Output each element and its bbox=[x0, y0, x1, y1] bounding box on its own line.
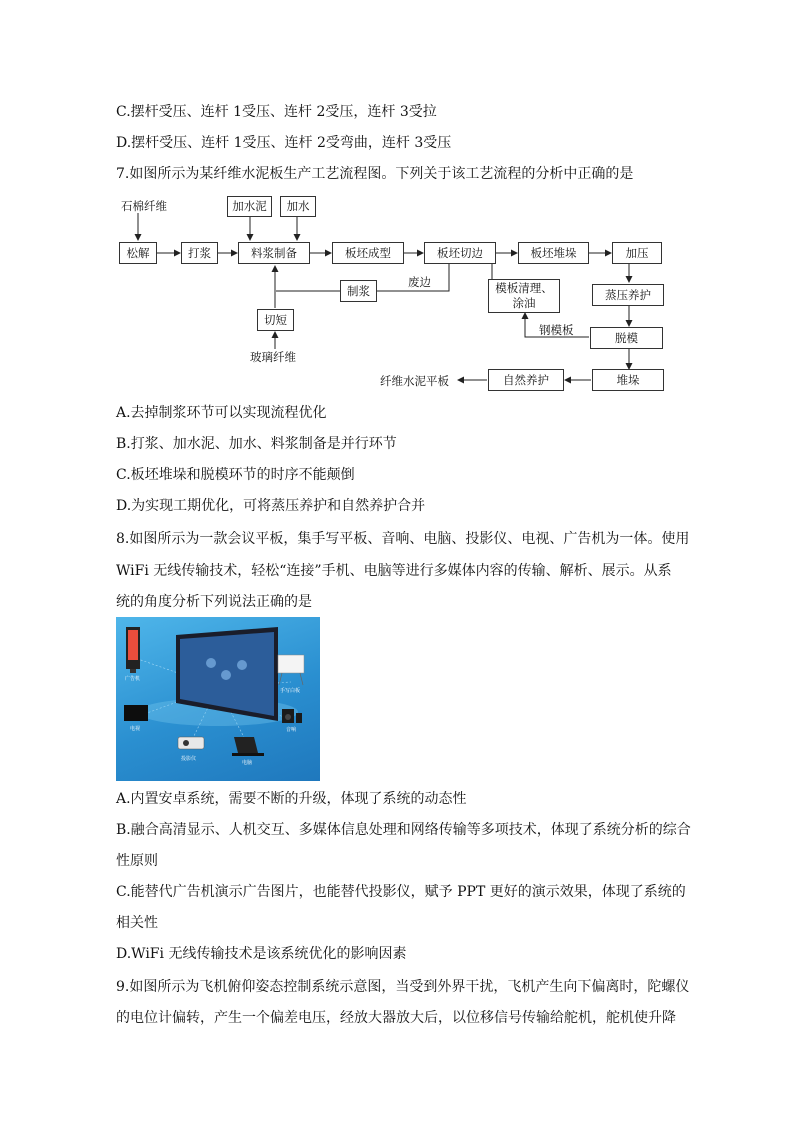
projector-label: 投影仪 bbox=[181, 756, 197, 762]
q8-option-b-line2: 性原则 bbox=[116, 853, 158, 869]
asbestos-fiber-label: 石棉纤维 bbox=[121, 199, 167, 213]
stacking-box: 板坯堆垛 bbox=[518, 242, 589, 264]
press-box: 加压 bbox=[612, 242, 662, 264]
pulping-box: 制浆 bbox=[340, 280, 377, 302]
q6-option-c: C.摆杆受压、连杆 1受压、连杆 2受压，连杆 3受拉 bbox=[116, 104, 437, 120]
glass-fiber-label: 玻璃纤维 bbox=[250, 350, 296, 364]
forming-box: 板坯成型 bbox=[332, 242, 404, 264]
q7-option-a: A.去掉制浆环节可以实现流程优化 bbox=[116, 405, 327, 421]
beat-box: 打浆 bbox=[181, 242, 218, 264]
loosen-box: 松解 bbox=[119, 242, 157, 264]
add-water-box: 加水 bbox=[280, 196, 316, 217]
cutting-box: 板坯切边 bbox=[424, 242, 496, 264]
q8-option-b-line1: B.融合高清显示、人机交互、多媒体信息处理和网络传输等多项技术，体现了系统分析的综合 bbox=[116, 822, 691, 838]
add-cement-box: 加水泥 bbox=[227, 196, 272, 217]
q9-stem-line1: 9.如图所示为飞机俯仰姿态控制系统示意图，当受到外界干扰，飞机产生向下偏离时，陀螺仪 bbox=[116, 979, 690, 995]
whiteboard-label: 手写白板 bbox=[280, 688, 301, 694]
speaker-label: 音响 bbox=[286, 727, 297, 733]
scrap-label: 废边 bbox=[408, 275, 431, 289]
template-clean-box: 模板清理、涂油 bbox=[488, 279, 560, 313]
q6-option-d: D.摆杆受压、连杆 1受压、连杆 2受弯曲，连杆 3受压 bbox=[116, 135, 452, 151]
conference-panel-illustration bbox=[116, 617, 320, 781]
slurry-prep-box: 料浆制备 bbox=[238, 242, 310, 264]
q8-option-c-line2: 相关性 bbox=[116, 915, 158, 931]
steam-cure-box: 蒸压养护 bbox=[592, 284, 664, 306]
natural-cure-box: 自然养护 bbox=[488, 369, 564, 391]
tv-label: 电视 bbox=[130, 726, 141, 732]
q8-stem-line3: 统的角度分析下列说法正确的是 bbox=[116, 594, 312, 610]
pile-box: 堆垛 bbox=[592, 369, 664, 391]
q8-option-d: D.WiFi 无线传输技术是该系统优化的影响因素 bbox=[116, 946, 407, 962]
chop-box: 切短 bbox=[257, 309, 294, 331]
ad-machine-label: 广告机 bbox=[125, 676, 141, 682]
q7-option-c: C.板坯堆垛和脱模环节的时序不能颠倒 bbox=[116, 467, 355, 483]
q8-stem-line1: 8.如图所示为一款会议平板，集手写平板、音响、电脑、投影仪、电视、广告机为一体。使用 bbox=[116, 531, 690, 547]
q9-stem-line2: 的电位计偏转，产生一个偏差电压，经放大器放大后，以位移信号传输给舵机，舵机使升降 bbox=[116, 1010, 676, 1026]
q8-option-c-line1: C.能替代广告机演示广告图片，也能替代投影仪，赋予 PPT 更好的演示效果，体现了系统的 bbox=[116, 884, 686, 900]
q7-stem: 7.如图所示为某纤维水泥板生产工艺流程图。下列关于该工艺流程的分析中正确的是 bbox=[116, 166, 634, 182]
steel-template-label: 钢模板 bbox=[539, 323, 574, 337]
conference-panel-image bbox=[116, 617, 320, 781]
q8-stem-line2: WiFi 无线传输技术，轻松“连接”手机、电脑等进行多媒体内容的传输、解析、展示。从系 bbox=[116, 563, 672, 579]
q7-option-b: B.打浆、加水泥、加水、料浆制备是并行环节 bbox=[116, 436, 397, 452]
q7-option-d: D.为实现工期优化，可将蒸压养护和自然养护合并 bbox=[116, 498, 426, 514]
demold-box: 脱模 bbox=[590, 327, 663, 349]
q8-option-a: A.内置安卓系统，需要不断的升级，体现了系统的动态性 bbox=[116, 791, 467, 807]
pc-label: 电脑 bbox=[242, 760, 253, 766]
product-label: 纤维水泥平板 bbox=[380, 374, 449, 388]
